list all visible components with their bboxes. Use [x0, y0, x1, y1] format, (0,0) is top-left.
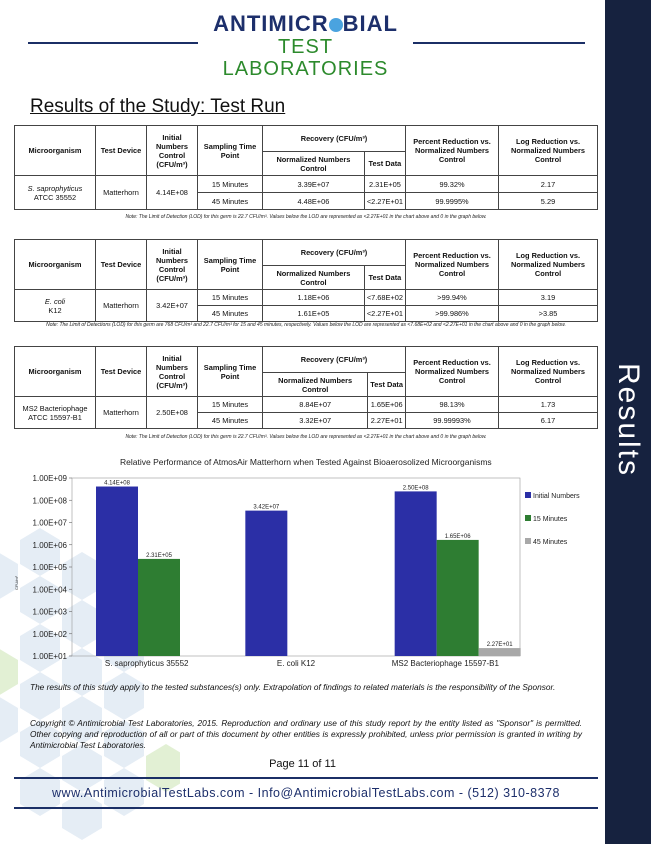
organism-cell: MS2 Bacteriophage ATCC 15597-B1 — [15, 397, 96, 429]
col-sampling: Sampling Time Point — [198, 126, 263, 176]
time-cell: 45 Minutes — [198, 306, 263, 322]
col-testdata: Test Data — [364, 152, 405, 176]
header-rule-left — [28, 42, 198, 44]
percent-cell: 99.99993% — [406, 413, 499, 429]
bar — [395, 491, 437, 656]
table-3-note: Note: The Limit of Detection (LOD) for this germ is 22.7 CFU/m³. Values below the LOD are represented as <2.27E+01 in the chart above and 0 in the graph below. — [125, 434, 487, 440]
legend-label: Initial Numbers — [533, 493, 580, 500]
testdata-cell: 2.27E+01 — [368, 413, 406, 429]
bar-data-label: 2.27E+01 — [486, 642, 513, 649]
table-2-note: Note: The Limit of Detections (LOD) for this germ are 768 CFU/m³ and 22.7 CFU/m³ for 15 and 45 minutes, respectively. Values below the LOD are represented as <7.68E+02 and <2.27E+01 in the chart above and 0 in the graph below. — [46, 322, 566, 328]
col-microorganism: Microorganism — [15, 240, 96, 290]
col-recovery: Recovery (CFU/m³) — [263, 126, 406, 152]
y-axis-label: CFU/m³ — [14, 576, 19, 590]
y-tick-label: 1.00E+09 — [32, 474, 67, 483]
initial-cell: 3.42E+07 — [147, 290, 198, 322]
device-cell: Matterhorn — [96, 176, 147, 210]
percent-cell: 98.13% — [406, 397, 499, 413]
bar — [437, 540, 479, 656]
y-tick-label: 1.00E+02 — [32, 629, 67, 639]
results-table-1 — [14, 125, 598, 210]
col-testdata: Test Data — [364, 266, 405, 290]
footer-rule-bottom — [14, 807, 598, 809]
y-tick-label: 1.00E+04 — [32, 585, 67, 595]
col-recovery: Recovery (CFU/m³) — [263, 240, 406, 266]
logo-globe-icon — [329, 18, 343, 32]
y-tick-label: 1.00E+06 — [32, 540, 67, 550]
legend-swatch — [525, 515, 531, 521]
percent-cell: >99.986% — [406, 306, 499, 322]
results-table-2 — [14, 239, 598, 322]
col-initial: Initial Numbers Control (CFU/m³) — [147, 240, 198, 290]
log-cell: 6.17 — [499, 413, 598, 429]
col-normalized: Normalized Numbers Control — [263, 152, 365, 176]
col-log: Log Reduction vs. Normalized Numbers Control — [499, 126, 598, 176]
normalized-cell: 1.61E+05 — [263, 306, 365, 322]
normalized-cell: 4.48E+06 — [263, 193, 365, 210]
normalized-cell: 3.32E+07 — [263, 413, 368, 429]
testdata-cell: <2.27E+01 — [364, 306, 405, 322]
chart-title: Relative Performance of AtmosAir Matterhorn when Tested Against Bioaerosolized Microorganisms — [120, 457, 492, 467]
testdata-cell: <2.27E+01 — [364, 193, 405, 210]
y-tick-label: 1.00E+03 — [32, 607, 67, 617]
col-device: Test Device — [96, 240, 147, 290]
col-normalized: Normalized Numbers Control — [263, 373, 368, 397]
initial-cell: 4.14E+08 — [147, 176, 198, 210]
col-percent: Percent Reduction vs. Normalized Numbers Control — [406, 347, 499, 397]
device-cell: Matterhorn — [96, 397, 147, 429]
col-device: Test Device — [96, 347, 147, 397]
percent-cell: >99.94% — [406, 290, 499, 306]
y-tick-label: 1.00E+07 — [32, 518, 67, 528]
col-sampling: Sampling Time Point — [198, 347, 263, 397]
col-device: Test Device — [96, 126, 147, 176]
bar-data-label: 1.65E+06 — [444, 533, 471, 540]
bar-data-label: 2.50E+08 — [402, 485, 429, 492]
log-cell: >3.85 — [499, 306, 598, 322]
bar-data-label: 3.42E+07 — [253, 504, 280, 511]
col-testdata: Test Data — [368, 373, 406, 397]
company-logo: ANTIMICR BIAL TEST LABORATORIES — [213, 11, 398, 80]
time-cell: 45 Minutes — [198, 193, 263, 210]
log-cell: 5.29 — [499, 193, 598, 210]
legend-swatch — [525, 492, 531, 498]
percent-cell: 99.9995% — [406, 193, 499, 210]
testdata-cell: 2.31E+05 — [364, 176, 405, 193]
bar-chart — [0, 460, 605, 675]
col-percent: Percent Reduction vs. Normalized Numbers Control — [406, 126, 499, 176]
col-percent: Percent Reduction vs. Normalized Numbers Control — [406, 240, 499, 290]
device-cell: Matterhorn — [96, 290, 147, 322]
category-label: S. saprophyticus 35552 — [104, 659, 189, 668]
normalized-cell: 8.84E+07 — [263, 397, 368, 413]
time-cell: 15 Minutes — [198, 397, 263, 413]
category-label: E. coli K12 — [276, 659, 316, 668]
normalized-cell: 1.18E+06 — [263, 290, 365, 306]
organism-cell: S. saprophyticus ATCC 35552 — [15, 176, 96, 210]
testdata-cell: <7.68E+02 — [364, 290, 405, 306]
table-1-note: Note: The Limit of Detection (LOD) for this germ is 22.7 CFU/m³. Values below the LOD are represented as <2.27E+01 in the chart above and 0 in the graph below. — [125, 214, 487, 220]
bar-data-label: 2.31E+05 — [146, 552, 172, 559]
col-microorganism: Microorganism — [15, 126, 96, 176]
bar — [138, 559, 180, 656]
log-cell: 1.73 — [499, 397, 598, 413]
time-cell: 45 Minutes — [198, 413, 263, 429]
col-log: Log Reduction vs. Normalized Numbers Control — [499, 240, 598, 290]
y-tick-label: 1.00E+08 — [32, 496, 67, 506]
legend-label: 45 Minutes — [533, 539, 568, 546]
y-tick-label: 1.00E+01 — [32, 652, 67, 661]
footer-rule-top — [14, 777, 598, 779]
organism-cell: E. coli K12 — [15, 290, 96, 322]
copyright-paragraph: Copyright © Antimicrobial Test Laboratories, 2015. Reproduction and ordinary use of this study report by the entity listed as "Sponsor" is permitted. Other copying and reproduction of all or part of this document by other entities is expressly prohibited, unless prior permission is granted in writing by Antimicrobial Test Laboratories. — [30, 718, 582, 750]
scope-paragraph: The results of this study apply to the tested substances(s) only. Extrapolation of findings to related materials is the responsibility of the Sponsor. — [30, 682, 556, 692]
page-number: Page 11 of 11 — [269, 758, 336, 770]
bar — [245, 511, 287, 656]
log-cell: 2.17 — [499, 176, 598, 193]
log-cell: 3.19 — [499, 290, 598, 306]
col-log: Log Reduction vs. Normalized Numbers Control — [499, 347, 598, 397]
bar — [479, 648, 521, 656]
legend-label: 15 Minutes — [533, 516, 568, 523]
legend-swatch — [525, 538, 531, 544]
time-cell: 15 Minutes — [198, 290, 263, 306]
col-recovery: Recovery (CFU/m³) — [263, 347, 406, 373]
bar — [96, 487, 138, 656]
time-cell: 15 Minutes — [198, 176, 263, 193]
col-sampling: Sampling Time Point — [198, 240, 263, 290]
normalized-cell: 3.39E+07 — [263, 176, 365, 193]
page-title: Results of the Study: Test Run — [30, 96, 286, 117]
bar-data-label: 4.14E+08 — [104, 480, 130, 487]
category-label: MS2 Bacteriophage 15597-B1 — [391, 659, 499, 668]
y-tick-label: 1.00E+05 — [32, 563, 67, 572]
testdata-cell: 1.65E+06 — [368, 397, 406, 413]
col-initial: Initial Numbers Control (CFU/m³) — [147, 347, 198, 397]
percent-cell: 99.32% — [406, 176, 499, 193]
header-rule-right — [413, 42, 585, 44]
initial-cell: 2.50E+08 — [147, 397, 198, 429]
col-initial: Initial Numbers Control (CFU/m³) — [147, 126, 198, 176]
col-microorganism: Microorganism — [15, 347, 96, 397]
col-normalized: Normalized Numbers Control — [263, 266, 365, 290]
footer-contact: www.AntimicrobialTestLabs.com - Info@AntimicrobialTestLabs.com - (512) 310-8378 — [52, 786, 560, 800]
results-table-3 — [14, 346, 598, 429]
